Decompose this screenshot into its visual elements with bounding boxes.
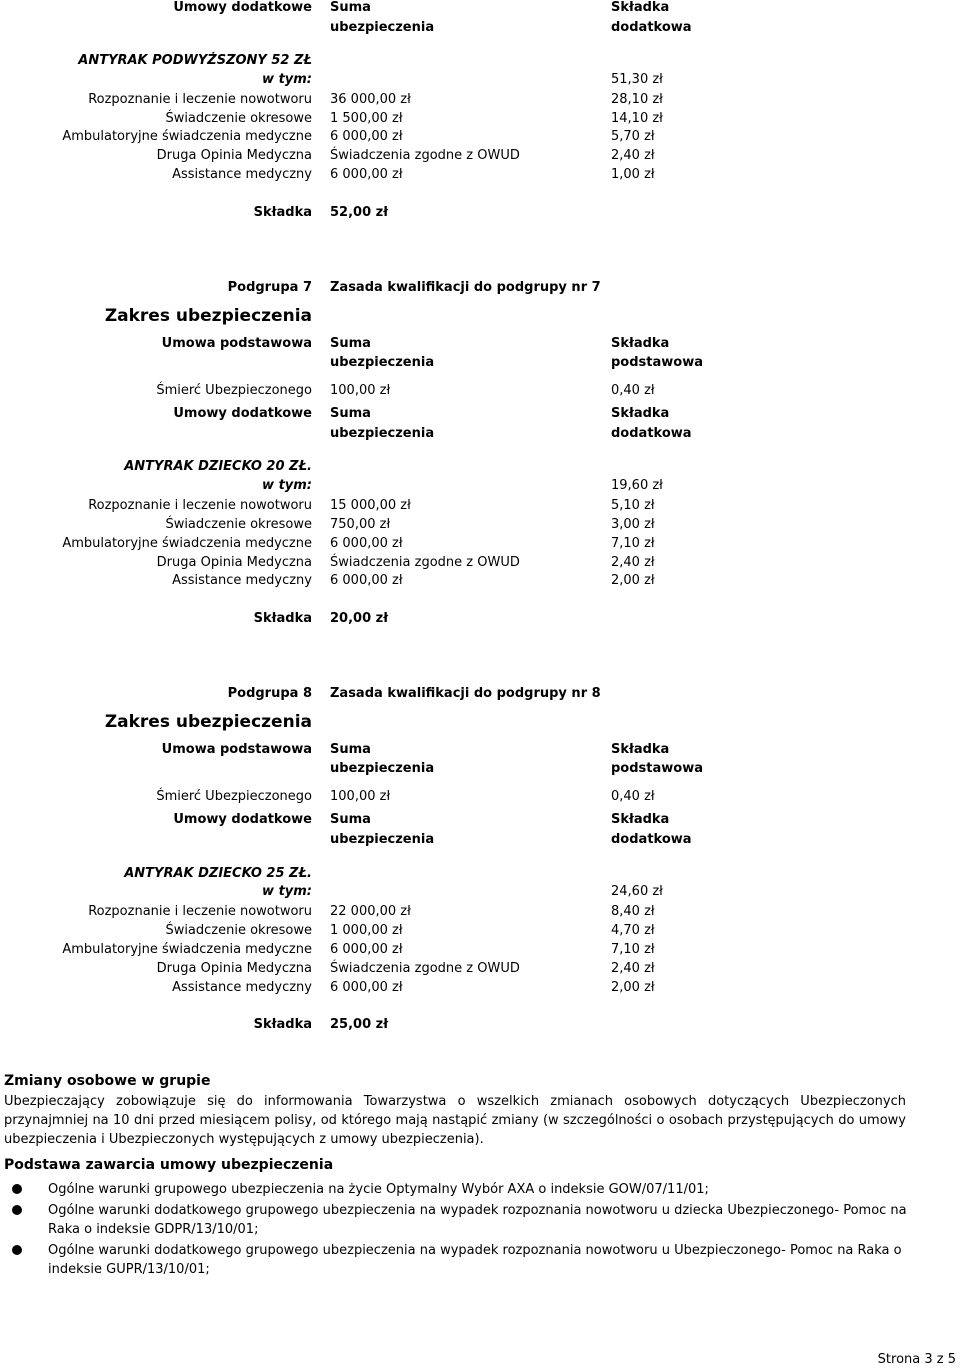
col-header-skladka: Składka (611, 0, 670, 15)
table-row (0, 959, 960, 979)
skladka-value: 25,00 zł (330, 1017, 389, 1032)
table-row (0, 90, 960, 110)
header-row (0, 334, 960, 354)
table-row (0, 534, 960, 554)
product-total: 19,60 zł (611, 478, 663, 493)
item-premium: 2,40 zł (611, 148, 655, 163)
header-row-2 (0, 830, 960, 850)
item-sum: 15 000,00 zł (330, 498, 411, 513)
col-header-podstawowa: podstawowa (611, 355, 703, 370)
col-header-skladka: Składka (611, 742, 670, 757)
col-header-ubezpieczenia: ubezpieczenia (330, 761, 435, 776)
col-header-ubezpieczenia: ubezpieczenia (330, 426, 435, 441)
product-row (0, 864, 960, 884)
item-premium: 14,10 zł (611, 111, 663, 126)
product-name: ANTYRAK DZIECKO 20 ZŁ. (124, 459, 312, 474)
bullet-icon (12, 1245, 22, 1255)
col-header-skladka: Składka (611, 406, 670, 421)
item-sum: 6 000,00 zł (330, 980, 403, 995)
header-row-2 (0, 353, 960, 373)
item-name: Assistance medyczny (172, 167, 312, 182)
zakres-row (0, 304, 960, 328)
item-premium: 5,70 zł (611, 129, 655, 144)
product-name: ANTYRAK PODWYŻSZONY 52 ZŁ (78, 53, 312, 68)
zakres-heading: Zakres ubezpieczenia (104, 712, 312, 732)
item-premium: 2,40 zł (611, 555, 655, 570)
page-number: Strona 3 z 5 (877, 1352, 956, 1367)
item-sum: Świadczenia zgodne z OWUD (330, 555, 520, 570)
product-total: 51,30 zł (611, 72, 663, 87)
table-row (0, 127, 960, 147)
item-name: Śmierć Ubezpieczonego (156, 789, 312, 804)
item-premium: 7,10 zł (611, 536, 655, 551)
item-premium: 7,10 zł (611, 942, 655, 957)
changes-title: Zmiany osobowe w grupie (4, 1073, 211, 1089)
item-sum: 6 000,00 zł (330, 536, 403, 551)
w-tym-row (0, 70, 960, 90)
skladka-value: 52,00 zł (330, 205, 389, 220)
table-row (0, 109, 960, 129)
product-row (0, 51, 960, 71)
table-row (0, 496, 960, 516)
w-tym-row (0, 882, 960, 902)
item-sum: 36 000,00 zł (330, 92, 411, 107)
item-premium: 5,10 zł (611, 498, 655, 513)
header-row (0, 0, 960, 18)
header-row (0, 404, 960, 424)
item-premium: 4,70 zł (611, 923, 655, 938)
item-premium: 3,00 zł (611, 517, 655, 532)
bullet-icon (12, 1184, 22, 1194)
item-name: Świadczenie okresowe (165, 923, 312, 938)
col-header-dodatkowa: dodatkowa (611, 20, 692, 35)
item-sum: 22 000,00 zł (330, 904, 411, 919)
col-header-skladka: Składka (611, 812, 670, 827)
col-header-ubezpieczenia: ubezpieczenia (330, 355, 435, 370)
col-header-umowy-dodatkowe: Umowy dodatkowe (173, 812, 312, 827)
table-row (0, 381, 960, 401)
item-premium: 0,40 zł (611, 789, 655, 804)
col-header-skladka: Składka (611, 336, 670, 351)
table-row (0, 165, 960, 185)
table-row (0, 902, 960, 922)
subgroup-title-row (0, 684, 960, 704)
subgroup-title-row (0, 278, 960, 298)
list-item (0, 1180, 910, 1199)
product-row (0, 457, 960, 477)
item-sum: 750,00 zł (330, 517, 391, 532)
basis-title: Podstawa zawarcia umowy ubezpieczenia (4, 1157, 334, 1173)
item-name: Druga Opinia Medyczna (156, 555, 312, 570)
col-header-podstawowa: podstawowa (611, 761, 703, 776)
item-name: Druga Opinia Medyczna (156, 148, 312, 163)
item-premium: 1,00 zł (611, 167, 655, 182)
col-header-suma: Suma (330, 336, 371, 351)
skladka-row (0, 609, 960, 629)
zakres-heading: Zakres ubezpieczenia (104, 306, 312, 326)
list-item-text: Ogólne warunki dodatkowego grupowego ubezpieczenia na wypadek rozpoznania nowotworu u Ubezpieczonego- Pomoc na Raka o indeksie GUPR/13/10/01; (48, 1243, 902, 1277)
item-premium: 2,00 zł (611, 980, 655, 995)
product-total: 24,60 zł (611, 884, 663, 899)
table-row (0, 515, 960, 535)
item-sum: 1 000,00 zł (330, 923, 403, 938)
item-sum: 6 000,00 zł (330, 167, 403, 182)
item-name: Ambulatoryjne świadczenia medyczne (62, 942, 312, 957)
item-premium: 28,10 zł (611, 92, 663, 107)
subgroup-title: Podgrupa 8 (227, 686, 312, 701)
col-header-ubezpieczenia: ubezpieczenia (330, 832, 435, 847)
item-sum: 100,00 zł (330, 383, 391, 398)
col-header-suma: Suma (330, 812, 371, 827)
item-name: Świadczenie okresowe (165, 517, 312, 532)
subgroup-title: Podgrupa 7 (227, 280, 312, 295)
list-item-text: Ogólne warunki dodatkowego grupowego ubezpieczenia na wypadek rozpoznania nowotworu u dziecka Ubezpieczonego- Pomoc na Raka o indeksie GDPR/13/10/01; (48, 1203, 907, 1237)
table-row (0, 146, 960, 166)
item-sum: 1 500,00 zł (330, 111, 403, 126)
header-row-2 (0, 18, 960, 38)
w-tym-label: w tym: (262, 478, 312, 493)
col-header-umowy-dodatkowe: Umowy dodatkowe (173, 0, 312, 15)
subgroup-rule: Zasada kwalifikacji do podgrupy nr 8 (330, 686, 601, 701)
col-header-dodatkowa: dodatkowa (611, 426, 692, 441)
w-tym-label: w tym: (262, 72, 312, 87)
item-name: Rozpoznanie i leczenie nowotworu (88, 904, 312, 919)
header-row (0, 810, 960, 830)
item-sum: 6 000,00 zł (330, 573, 403, 588)
item-name: Ambulatoryjne świadczenia medyczne (62, 129, 312, 144)
col-header-suma: Suma (330, 406, 371, 421)
basis-list (0, 1180, 910, 1281)
zakres-row (0, 710, 960, 734)
item-name: Świadczenie okresowe (165, 111, 312, 126)
skladka-value: 20,00 zł (330, 611, 389, 626)
product-name: ANTYRAK DZIECKO 25 ZŁ. (124, 866, 312, 881)
item-name: Assistance medyczny (172, 573, 312, 588)
item-sum: Świadczenia zgodne z OWUD (330, 961, 520, 976)
table-row (0, 553, 960, 573)
item-name: Ambulatoryjne świadczenia medyczne (62, 536, 312, 551)
subgroup-rule: Zasada kwalifikacji do podgrupy nr 7 (330, 280, 601, 295)
list-item-text: Ogólne warunki grupowego ubezpieczenia na życie Optymalny Wybór AXA o indeksie GOW/07/11/01; (48, 1182, 709, 1197)
col-header-umowa-podstawowa: Umowa podstawowa (161, 336, 312, 351)
col-header-ubezpieczenia: ubezpieczenia (330, 20, 435, 35)
col-header-umowy-dodatkowe: Umowy dodatkowe (173, 406, 312, 421)
w-tym-row (0, 476, 960, 496)
item-name: Śmierć Ubezpieczonego (156, 383, 312, 398)
col-header-dodatkowa: dodatkowa (611, 832, 692, 847)
skladka-label: Składka (253, 1017, 312, 1032)
bullet-icon (12, 1205, 22, 1215)
table-row (0, 940, 960, 960)
skladka-label: Składka (253, 611, 312, 626)
col-header-umowa-podstawowa: Umowa podstawowa (161, 742, 312, 757)
table-row (0, 978, 960, 998)
col-header-suma: Suma (330, 742, 371, 757)
item-name: Rozpoznanie i leczenie nowotworu (88, 498, 312, 513)
list-item (0, 1241, 910, 1279)
item-premium: 8,40 zł (611, 904, 655, 919)
item-premium: 2,40 zł (611, 961, 655, 976)
item-sum: 6 000,00 zł (330, 942, 403, 957)
item-premium: 0,40 zł (611, 383, 655, 398)
w-tym-label: w tym: (262, 884, 312, 899)
item-premium: 2,00 zł (611, 573, 655, 588)
col-header-suma: Suma (330, 0, 371, 15)
changes-paragraph: Ubezpieczający zobowiązuje się do informowania Towarzystwa o wszelkich zmianach osobowych dotyczących Ubezpieczonych przynajmniej na 10 dni przed miesiącem polisy, od którego mają nastąpić zmiany (w szczególności o osobach przystępujących do umowy ubezpieczenia i Ubezpieczonych występujących z umowy ubezpieczenia). (4, 1094, 906, 1147)
header-row-2 (0, 424, 960, 444)
item-name: Rozpoznanie i leczenie nowotworu (88, 92, 312, 107)
item-sum: 100,00 zł (330, 789, 391, 804)
table-row (0, 787, 960, 807)
list-item (0, 1201, 910, 1239)
item-name: Druga Opinia Medyczna (156, 961, 312, 976)
skladka-label: Składka (253, 205, 312, 220)
item-name: Assistance medyczny (172, 980, 312, 995)
skladka-row (0, 1015, 960, 1035)
item-sum: Świadczenia zgodne z OWUD (330, 148, 520, 163)
header-row (0, 740, 960, 760)
table-row (0, 571, 960, 591)
header-row-2 (0, 759, 960, 779)
item-sum: 6 000,00 zł (330, 129, 403, 144)
table-row (0, 921, 960, 941)
skladka-row (0, 203, 960, 223)
